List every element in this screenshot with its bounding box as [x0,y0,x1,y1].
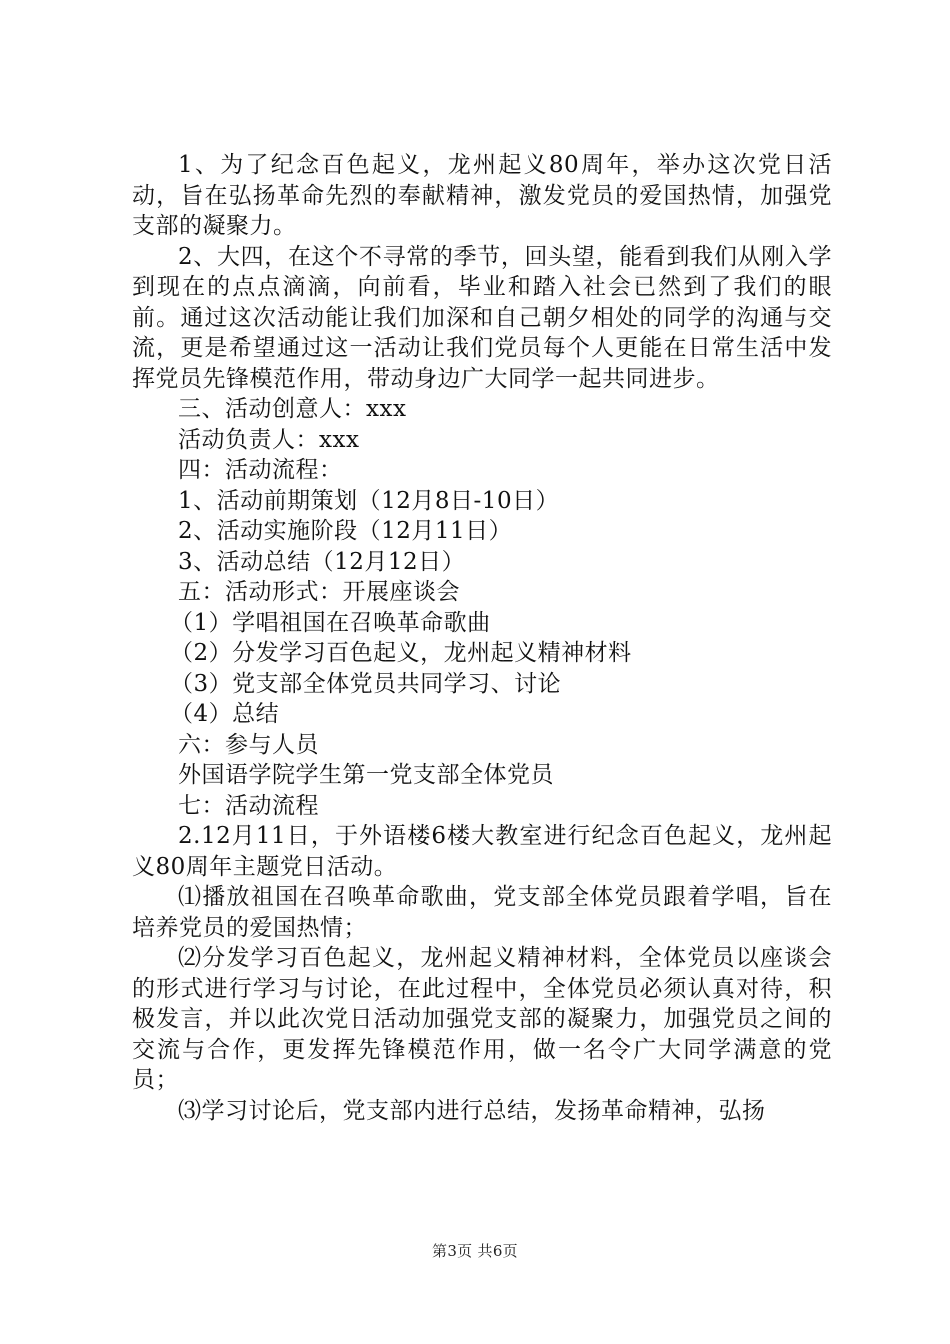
format-item-4: （4）总结 [170,701,280,727]
format-item-3: （3）党支部全体党员共同学习、讨论 [170,670,562,697]
heading-process: 四：活动流程： [178,457,343,483]
heading-participants: 六：参与人员 [178,731,319,758]
paragraph-step-summary: ⑶学习讨论后，党支部内进行总结，发扬革命精神，弘扬 [178,1097,766,1124]
paragraph-step-sing: ⑴播放祖国在召唤革命歌曲，党支部全体党员跟着学唱，旨在培养党员的爱国热情； [132,884,832,941]
paragraph-purpose-1: 1、为了纪念百色起义，龙州起义80周年，举办这次党日活动，旨在弘扬革命先烈的奉献精神，激发党员的爱国热情，加强党支部的凝聚力。 [132,152,832,239]
paragraph-purpose-2: 2、大四，在这个不寻常的季节，回头望，能看到我们从刚入学到现在的点点滴滴，向前看，毕业和踏入社会已然到了我们的眼前。通过这次活动能让我们加深和自己朝夕相处的同学的沟通与交流，更是希望通过这一活动让我们党员每个人更能在日常生活中发挥党员先锋模范作用，带动身边广大同学一起共同进步。 [132,243,832,392]
heading-process-2: 七：活动流程 [178,792,319,819]
format-item-1: （1）学唱祖国在召唤革命歌曲 [170,609,491,636]
document-body [132,150,832,1126]
paragraph-event-date: 2.12月11日，于外语楼6楼大教室进行纪念百色起义，龙州起义80周年主题党日活动。 [132,823,832,880]
participants-text: 外国语学院学生第一党支部全体党员 [178,762,554,788]
paragraph-step-study: ⑵分发学习百色起义，龙州起义精神材料，全体党员以座谈会的形式进行学习与讨论，在此过程中，全体党员必须认真对待，积极发言，并以此次党日活动加强党支部的凝聚力，加强党员之间的交流与合作，更发挥先锋模范作用，做一名令广大同学满意的党员； [132,945,832,1093]
process-step-3: 3、活动总结（12月12日） [178,548,466,575]
format-item-2: （2）分发学习百色起义，龙州起义精神材料 [170,640,632,666]
process-step-1: 1、活动前期策划（12月8日-10日） [178,487,560,514]
heading-format: 五：活动形式：开展座谈会 [178,579,460,605]
paragraph-leader: 活动负责人：xxx [178,426,360,453]
page-number-footer: 第3页 共6页 [432,1242,518,1260]
paragraph-creator: 三、活动创意人：xxx [178,396,407,422]
process-step-2: 2、活动实施阶段（12月11日） [178,518,513,544]
